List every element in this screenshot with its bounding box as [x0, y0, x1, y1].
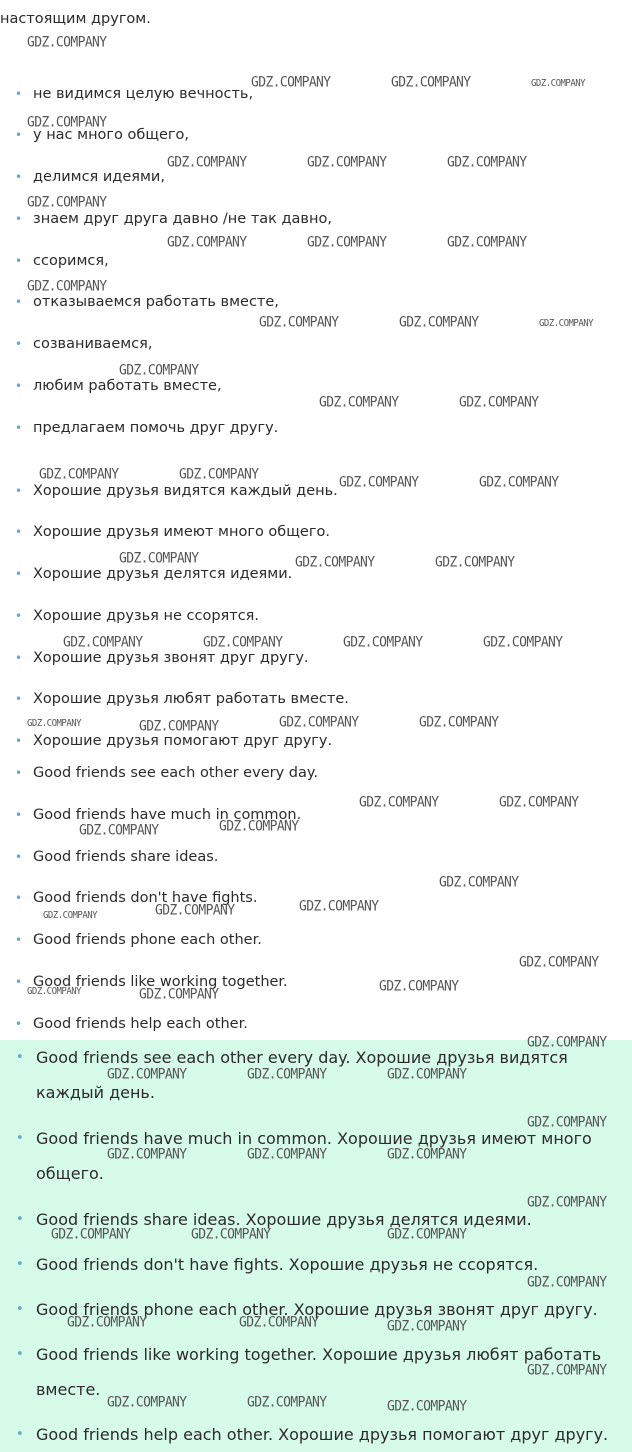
list-item: • Good friends help each other.: [33, 1015, 248, 1033]
list-item: • любим работать вместе,: [33, 377, 222, 395]
watermark: GDZ.COMPANY: [399, 314, 479, 331]
watermark: GDZ.COMPANY: [119, 550, 199, 567]
watermark: GDZ.COMPANY: [387, 1226, 467, 1243]
watermark: GDZ.COMPANY: [27, 278, 107, 295]
list-item: • Good friends see each other every day.: [33, 764, 318, 782]
watermark: GDZ.COMPANY: [295, 554, 375, 571]
watermark: GDZ.COMPANY: [379, 978, 459, 995]
list-item: • Хорошие друзья любят работать вместе.: [33, 690, 349, 708]
watermark: GDZ.COMPANY: [247, 1066, 327, 1083]
watermark: GDZ.COMPANY: [167, 234, 247, 251]
watermark: GDZ.COMPANY: [527, 1114, 607, 1131]
watermark: GDZ.COMPANY: [179, 466, 259, 483]
watermark: GDZ.COMPANY: [39, 466, 119, 483]
watermark: GDZ.COMPANY: [119, 362, 199, 379]
watermark: GDZ.COMPANY: [307, 234, 387, 251]
watermark: GDZ.COMPANY: [251, 74, 331, 91]
watermark: GDZ.COMPANY: [299, 898, 379, 915]
list-item: • не видимся целую вечность,: [33, 85, 253, 103]
watermark: GDZ.COMPANY: [247, 1146, 327, 1163]
watermark: GDZ.COMPANY: [479, 474, 559, 491]
list-item: • предлагаем помочь друг другу.: [33, 419, 278, 437]
watermark: GDZ.COMPANY: [27, 114, 107, 131]
watermark: GDZ.COMPANY: [27, 194, 107, 211]
watermark: GDZ.COMPANY: [27, 986, 82, 998]
watermark: GDZ.COMPANY: [339, 474, 419, 491]
watermark: GDZ.COMPANY: [343, 634, 423, 651]
watermark: GDZ.COMPANY: [483, 634, 563, 651]
watermark: GDZ.COMPANY: [43, 910, 98, 922]
list-item: • Good friends like working together. Хорошие друзья любят работать вместе.: [36, 1337, 616, 1407]
watermark: GDZ.COMPANY: [139, 718, 219, 735]
list-item: • знаем друг друга давно /не так давно,: [33, 210, 332, 228]
watermark: GDZ.COMPANY: [527, 1274, 607, 1291]
watermark: GDZ.COMPANY: [107, 1066, 187, 1083]
answer-panel: [0, 1040, 632, 1452]
watermark: GDZ.COMPANY: [67, 1314, 147, 1331]
watermark: GDZ.COMPANY: [391, 74, 471, 91]
watermark: GDZ.COMPANY: [387, 1146, 467, 1163]
list-item: • ссоримся,: [33, 252, 109, 270]
watermark: GDZ.COMPANY: [359, 794, 439, 811]
watermark: GDZ.COMPANY: [387, 1318, 467, 1335]
list-item: • Хорошие друзья помогают друг другу.: [33, 732, 332, 750]
watermark: GDZ.COMPANY: [79, 822, 159, 839]
list-item: • Хорошие друзья видятся каждый день.: [33, 482, 338, 500]
list-item: • делимся идеями,: [33, 168, 165, 186]
watermark: GDZ.COMPANY: [387, 1066, 467, 1083]
watermark: GDZ.COMPANY: [527, 1194, 607, 1211]
watermark: GDZ.COMPANY: [27, 34, 107, 51]
watermark: GDZ.COMPANY: [247, 1394, 327, 1411]
list-item: • Good friends don't have fights.: [33, 889, 257, 907]
list-item: • Good friends like working together.: [33, 973, 288, 991]
list-item: • отказываемся работать вместе,: [33, 293, 279, 311]
list-item: • Good friends phone each other. Хорошие друзья звонят друг другу.: [36, 1292, 616, 1327]
watermark: GDZ.COMPANY: [387, 1398, 467, 1415]
watermark: GDZ.COMPANY: [107, 1146, 187, 1163]
watermark: GDZ.COMPANY: [519, 954, 599, 971]
list-item: • Хорошие друзья звонят друг другу.: [33, 649, 309, 667]
watermark: GDZ.COMPANY: [527, 1034, 607, 1051]
list-item: • Good friends have much in common.: [33, 806, 301, 824]
list-item: • Good friends see each other every day. Хорошие друзья видятся каждый день.: [36, 1040, 616, 1110]
watermark: GDZ.COMPANY: [447, 154, 527, 171]
watermark: GDZ.COMPANY: [307, 154, 387, 171]
watermark: GDZ.COMPANY: [27, 718, 82, 730]
watermark: GDZ.COMPANY: [499, 794, 579, 811]
watermark: GDZ.COMPANY: [539, 318, 594, 330]
list-item: • Хорошие друзья делятся идеями.: [33, 565, 292, 583]
watermark: GDZ.COMPANY: [107, 1394, 187, 1411]
watermark: GDZ.COMPANY: [531, 78, 586, 90]
list-item: • у нас много общего,: [33, 126, 189, 144]
watermark: GDZ.COMPANY: [319, 394, 399, 411]
list-item: • Good friends share ideas. Хорошие друзья делятся идеями.: [36, 1202, 616, 1237]
list-item: • Good friends don't have fights. Хорошие друзья не ссорятся.: [36, 1247, 616, 1282]
watermark: GDZ.COMPANY: [239, 1314, 319, 1331]
list-item: • Хорошие друзья имеют много общего.: [33, 523, 330, 541]
watermark: GDZ.COMPANY: [435, 554, 515, 571]
list-item: • Good friends help each other. Хорошие друзья помогают друг другу.: [36, 1417, 616, 1452]
watermark: GDZ.COMPANY: [191, 1226, 271, 1243]
watermark: GDZ.COMPANY: [419, 714, 499, 731]
list-item: • Good friends share ideas.: [33, 848, 218, 866]
watermark: GDZ.COMPANY: [219, 818, 299, 835]
watermark: GDZ.COMPANY: [139, 986, 219, 1003]
intro-text: настоящим другом.: [0, 11, 151, 27]
list-item: • Хорошие друзья не ссорятся.: [33, 607, 259, 625]
watermark: GDZ.COMPANY: [279, 714, 359, 731]
watermark: GDZ.COMPANY: [63, 634, 143, 651]
list-item: • Good friends have much in common. Хорошие друзья имеют много общего.: [36, 1121, 616, 1191]
watermark: GDZ.COMPANY: [439, 874, 519, 891]
watermark: GDZ.COMPANY: [51, 1226, 131, 1243]
watermark: GDZ.COMPANY: [155, 902, 235, 919]
list-item: • Good friends phone each other.: [33, 931, 262, 949]
watermark: GDZ.COMPANY: [527, 1362, 607, 1379]
list-item: • созваниваемся,: [33, 335, 152, 353]
watermark: GDZ.COMPANY: [259, 314, 339, 331]
watermark: GDZ.COMPANY: [447, 234, 527, 251]
watermark: GDZ.COMPANY: [203, 634, 283, 651]
watermark: GDZ.COMPANY: [459, 394, 539, 411]
watermark: GDZ.COMPANY: [167, 154, 247, 171]
